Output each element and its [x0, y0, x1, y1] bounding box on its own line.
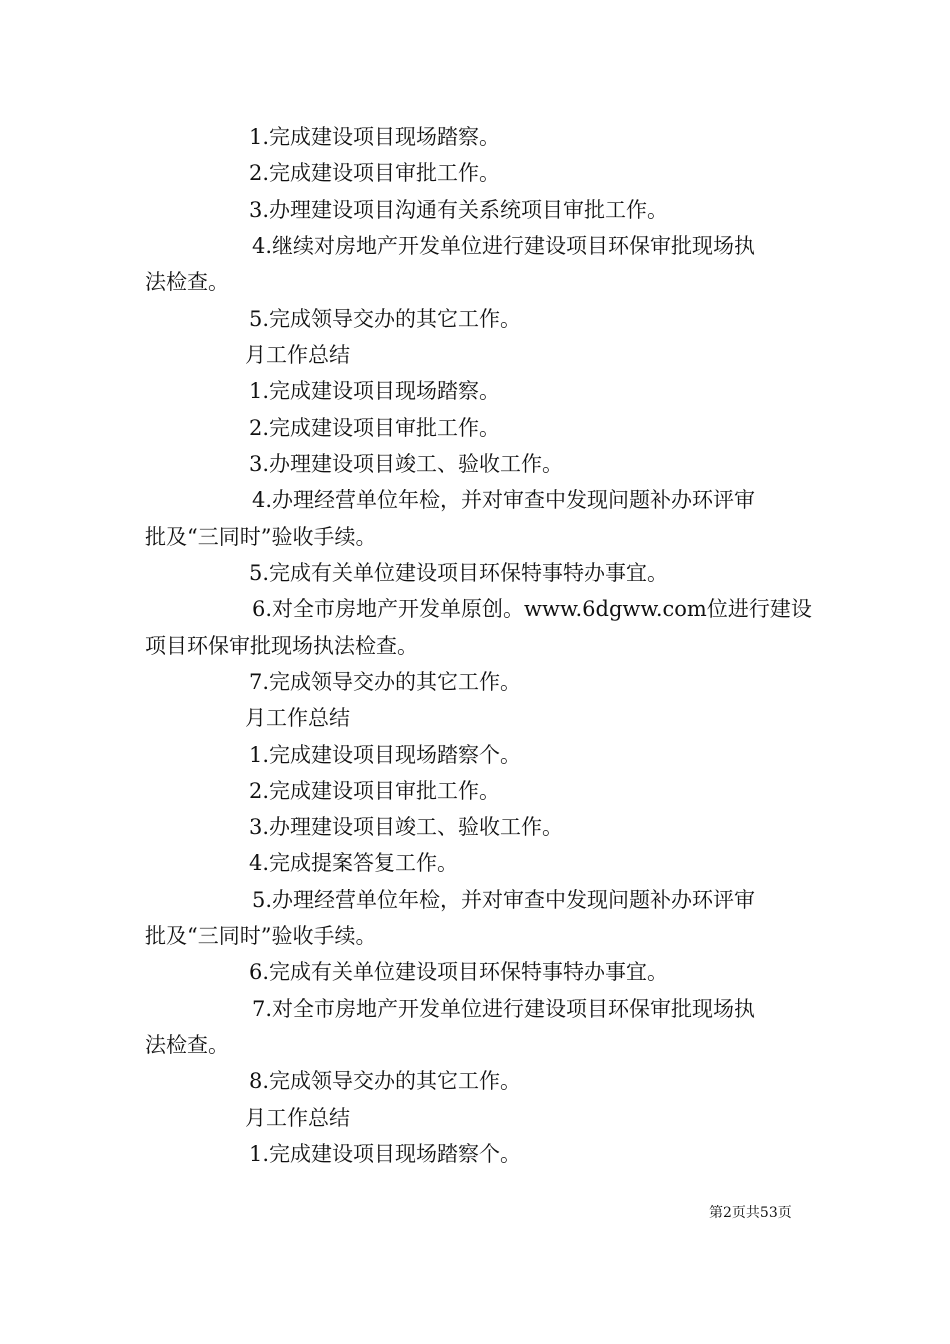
text-line: 6.完成有关单位建设项目环保特事特办事宜。 [249, 960, 669, 984]
section-heading: 月工作总结 [245, 343, 350, 367]
text-line: 批及“三同时”验收手续。 [145, 924, 377, 948]
text-line: 4.办理经营单位年检，并对审查中发现问题补办环评审 [252, 488, 756, 512]
text-line: 2.完成建设项目审批工作。 [249, 416, 501, 440]
text-line: 2.完成建设项目审批工作。 [249, 161, 501, 185]
text-line: 4.完成提案答复工作。 [249, 851, 459, 875]
text-line: 1.完成建设项目现场踏察个。 [249, 743, 522, 767]
text-line: 1.完成建设项目现场踏察。 [249, 379, 501, 403]
text-line: 5.办理经营单位年检，并对审查中发现问题补办环评审 [252, 888, 756, 912]
text-line: 法检查。 [145, 1033, 229, 1057]
text-line: 法检查。 [145, 270, 229, 294]
page-number-footer: 第2页共53页 [709, 1205, 792, 1221]
text-line: 2.完成建设项目审批工作。 [249, 779, 501, 803]
text-line: 4.继续对房地产开发单位进行建设项目环保审批现场执 [252, 234, 756, 258]
text-line: 7.对全市房地产开发单位进行建设项目环保审批现场执 [252, 997, 756, 1021]
text-line: 6.对全市房地产开发单原创。www.6dgww.com位进行建设 [252, 597, 812, 621]
section-heading: 月工作总结 [245, 1106, 350, 1130]
text-line: 3.办理建设项目竣工、验收工作。 [249, 815, 564, 839]
text-line: 3.办理建设项目沟通有关系统项目审批工作。 [249, 198, 669, 222]
section-heading: 月工作总结 [245, 706, 350, 730]
text-line: 批及“三同时”验收手续。 [145, 525, 377, 549]
text-line: 7.完成领导交办的其它工作。 [249, 670, 522, 694]
text-line: 1.完成建设项目现场踏察。 [249, 125, 501, 149]
text-line: 项目环保审批现场执法检查。 [145, 634, 418, 658]
text-line: 5.完成领导交办的其它工作。 [249, 307, 522, 331]
text-line: 8.完成领导交办的其它工作。 [249, 1069, 522, 1093]
text-line: 5.完成有关单位建设项目环保特事特办事宜。 [249, 561, 669, 585]
text-line: 3.办理建设项目竣工、验收工作。 [249, 452, 564, 476]
text-line: 1.完成建设项目现场踏察个。 [249, 1142, 522, 1166]
